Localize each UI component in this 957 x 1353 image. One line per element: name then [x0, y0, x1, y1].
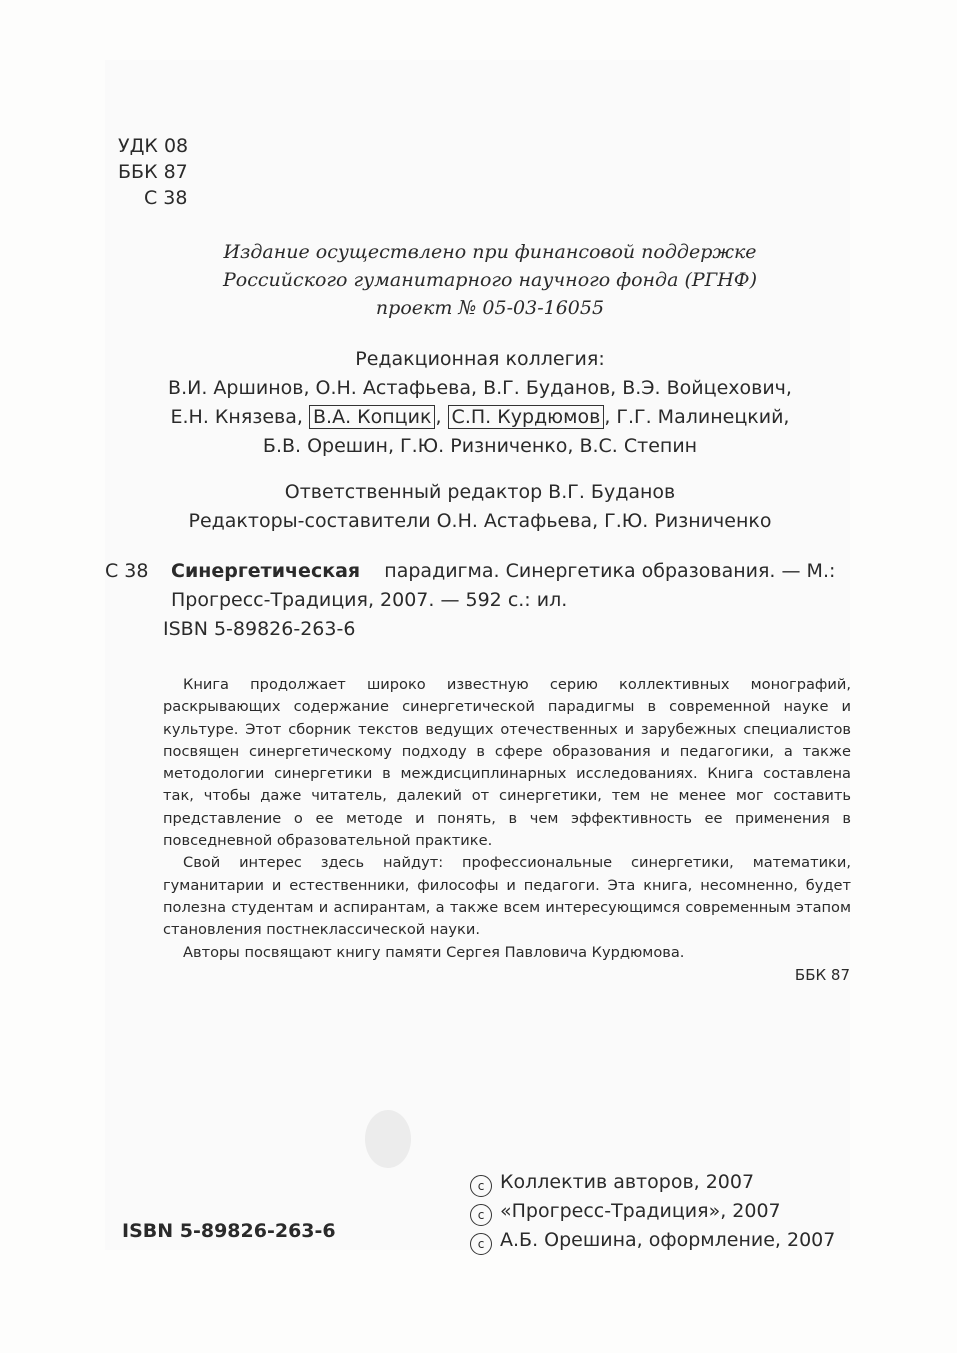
book-title: Синергетическая — [171, 560, 361, 582]
responsible-editor: Ответственный редактор В.Г. Буданов — [284, 481, 676, 503]
copyright-row: c Коллектив авторов, 2007 — [470, 1168, 835, 1197]
udk-code: УДК 08 — [118, 135, 189, 157]
board-line: В.И. Аршинов, О.Н. Астафьева, В.Г. Буданов, В.Э. Войцехович, — [168, 377, 792, 399]
board-line: Б.В. Орешин, Г.Ю. Ризниченко, В.С. Степин — [262, 435, 698, 457]
copyright-icon: c — [470, 1204, 492, 1226]
annotation-paragraph: Свой интерес здесь найдут: профессиональные синергетики, математики, гуманитарии и естественники, философы и педагоги. Эта книга, несомненно, будет полезна студентам и аспирантам, а также всем интересующимся современным этапом становления постнеклассической науки. — [163, 854, 851, 939]
biblio-code: С 38 — [105, 560, 149, 582]
bbk-code: ББК 87 — [118, 161, 188, 183]
funding-line: Издание осуществлено при финансовой поддержке — [223, 241, 757, 263]
editorial-board — [120, 345, 840, 461]
funding-line: проект № 05-03-16055 — [375, 297, 605, 319]
board-heading: Редакционная коллегия: — [355, 348, 605, 370]
isbn-entry: ISBN 5-89826-263-6 — [163, 618, 356, 640]
board-name-memorial: С.П. Курдюмов — [448, 405, 605, 429]
board-line: Е.Н. Князева, В.А. Копцик , С.П. Курдюмов , Г.Г. Малинецкий, — [170, 406, 790, 428]
annotation-paragraph: Авторы посвящают книгу памяти Сергея Павловича Курдюмова. — [183, 943, 685, 961]
copyright-row: c «Прогресс-Традиция», 2007 — [470, 1197, 835, 1226]
biblio-body — [171, 557, 861, 615]
funding-line: Российского гуманитарного научного фонда (РГНФ) — [223, 269, 757, 291]
copyright-block — [470, 1168, 835, 1255]
show-through-logo — [365, 1110, 411, 1168]
copyright-icon: c — [470, 1175, 492, 1197]
board-name: Е.Н. Князева, — [170, 406, 303, 428]
compiling-editors: Редакторы-составители О.Н. Астафьева, Г.Ю. Ризниченко — [188, 510, 772, 532]
board-name-memorial: В.А. Копцик — [309, 405, 435, 429]
copyright-icon: c — [470, 1233, 492, 1255]
biblio-rest: парадигма. Синергетика образования. — М.: — [384, 560, 836, 582]
copyright-row: c А.Б. Орешина, оформление, 2007 — [470, 1226, 835, 1255]
biblio-publisher: Прогресс-Традиция, 2007. — 592 с.: ил. — [171, 589, 568, 611]
author-mark: С 38 — [144, 187, 188, 209]
editors-block — [120, 478, 840, 536]
board-name: , Г.Г. Малинецкий, — [604, 406, 790, 428]
annotation-bbk: ББК 87 — [794, 966, 850, 984]
footer-isbn: ISBN 5-89826-263-6 — [122, 1220, 336, 1242]
classification-block — [118, 133, 188, 211]
annotation-paragraph: Книга продолжает широко известную серию коллективных монографий, раскрывающих содержание синергетической парадигмы в современной науке и культуре. Этот сборник текстов ведущих отечественных и зарубежных специалистов посвящен синергетическому подходу в сфере образования и педагогики, а также методологии синергетики в междисциплинарных исследованиях. Книга составлена так, чтобы даже читатель, далекий от синергетики, тем не менее мог составить представление о ее методе и понять, в чем эффективность ее применения в повседневной образовательной практике. — [163, 676, 851, 850]
funding-note — [150, 238, 830, 322]
annotation — [163, 674, 851, 964]
